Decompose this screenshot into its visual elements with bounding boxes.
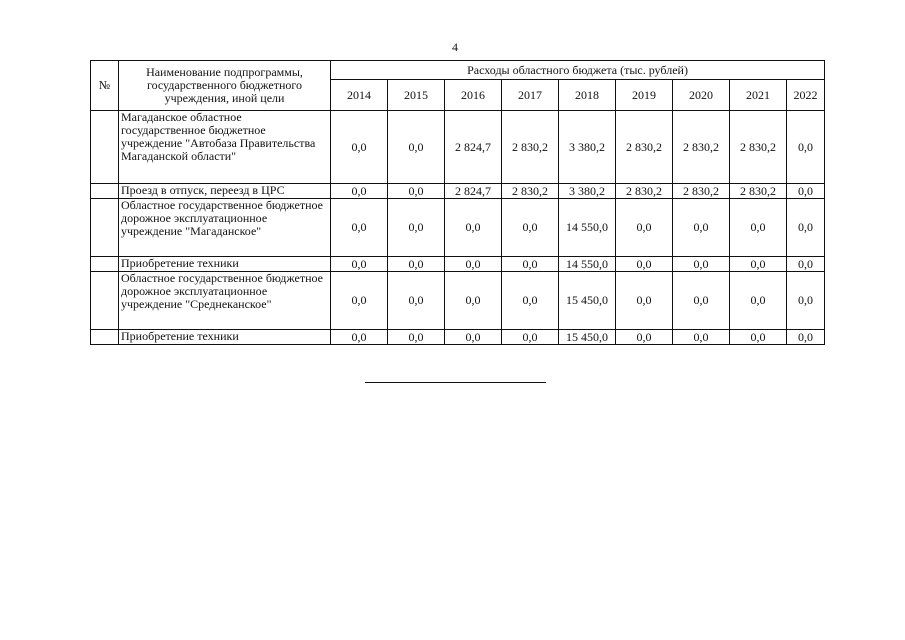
value-cell: 0,0 (331, 257, 388, 272)
value-cell: 0,0 (502, 272, 559, 330)
value-cell: 0,0 (787, 272, 825, 330)
value-cell: 3 380,2 (559, 111, 616, 184)
row-name-cell: Магаданское областное государственное бюджетное учреждение "Автобаза Правительства Магаданской области" (119, 111, 331, 184)
value-cell: 0,0 (616, 272, 673, 330)
value-cell: 0,0 (730, 330, 787, 345)
value-cell: 0,0 (673, 272, 730, 330)
value-cell: 0,0 (787, 199, 825, 257)
year-header-2018: 2018 (559, 80, 616, 111)
value-cell: 2 830,2 (673, 184, 730, 199)
year-header-2016: 2016 (445, 80, 502, 111)
value-cell: 2 830,2 (673, 111, 730, 184)
value-cell: 0,0 (730, 257, 787, 272)
value-cell: 2 830,2 (730, 111, 787, 184)
value-cell: 14 550,0 (559, 199, 616, 257)
year-header-2022: 2022 (787, 80, 825, 111)
value-cell: 0,0 (388, 199, 445, 257)
value-cell: 0,0 (388, 272, 445, 330)
value-cell: 0,0 (787, 184, 825, 199)
value-cell: 0,0 (787, 111, 825, 184)
table-row (91, 330, 825, 345)
value-cell: 0,0 (616, 330, 673, 345)
table-row (91, 199, 825, 257)
value-cell: 0,0 (616, 199, 673, 257)
value-cell: 0,0 (331, 330, 388, 345)
value-cell: 2 830,2 (616, 111, 673, 184)
year-header-2019: 2019 (616, 80, 673, 111)
value-cell: 2 824,7 (445, 184, 502, 199)
budget-table (90, 60, 825, 345)
row-name-cell: Проезд в отпуск, переезд в ЦРС (119, 184, 331, 199)
value-cell: 0,0 (730, 272, 787, 330)
year-header-2021: 2021 (730, 80, 787, 111)
value-cell: 0,0 (787, 257, 825, 272)
value-cell: 0,0 (388, 111, 445, 184)
value-cell: 0,0 (445, 199, 502, 257)
value-cell: 0,0 (502, 199, 559, 257)
row-number-cell (91, 272, 119, 330)
table-row (91, 257, 825, 272)
value-cell: 0,0 (331, 184, 388, 199)
year-header-2015: 2015 (388, 80, 445, 111)
value-cell: 2 830,2 (616, 184, 673, 199)
header-row (91, 61, 825, 80)
value-cell: 0,0 (787, 330, 825, 345)
row-number-cell (91, 257, 119, 272)
row-number-cell (91, 330, 119, 345)
value-cell: 0,0 (331, 272, 388, 330)
row-name-cell: Областное государственное бюджетное дорожное эксплуатационное учреждение "Магаданское" (119, 199, 331, 257)
value-cell: 0,0 (673, 199, 730, 257)
value-cell: 0,0 (445, 257, 502, 272)
value-cell: 0,0 (445, 330, 502, 345)
value-cell: 0,0 (502, 330, 559, 345)
value-cell: 14 550,0 (559, 257, 616, 272)
value-cell: 0,0 (331, 111, 388, 184)
row-number-cell (91, 184, 119, 199)
closing-divider-line (365, 382, 546, 383)
value-cell: 2 830,2 (730, 184, 787, 199)
table-row (91, 184, 825, 199)
value-cell: 0,0 (388, 184, 445, 199)
year-header-2020: 2020 (673, 80, 730, 111)
value-cell: 0,0 (673, 257, 730, 272)
row-number-cell (91, 111, 119, 184)
value-cell: 0,0 (673, 330, 730, 345)
value-cell: 0,0 (445, 272, 502, 330)
row-name-cell: Областное государственное бюджетное дорожное эксплуатационное учреждение "Среднеканское" (119, 272, 331, 330)
value-cell: 15 450,0 (559, 272, 616, 330)
table-row (91, 272, 825, 330)
value-cell: 0,0 (730, 199, 787, 257)
row-number-cell (91, 199, 119, 257)
year-header-2017: 2017 (502, 80, 559, 111)
value-cell: 2 830,2 (502, 184, 559, 199)
value-cell: 0,0 (331, 199, 388, 257)
value-cell: 0,0 (502, 257, 559, 272)
row-name-cell: Приобретение техники (119, 330, 331, 345)
value-cell: 0,0 (388, 257, 445, 272)
page-number: 4 (452, 40, 458, 54)
value-cell: 0,0 (616, 257, 673, 272)
column-header-expenses: Расходы областного бюджета (тыс. рублей) (331, 61, 825, 80)
column-header-name: Наименование подпрограммы, государственного бюджетного учреждения, иной цели (119, 61, 331, 111)
table-row (91, 111, 825, 184)
row-name-cell: Приобретение техники (119, 257, 331, 272)
value-cell: 15 450,0 (559, 330, 616, 345)
value-cell: 0,0 (388, 330, 445, 345)
value-cell: 2 830,2 (502, 111, 559, 184)
column-header-number: № (91, 61, 119, 111)
value-cell: 2 824,7 (445, 111, 502, 184)
year-header-2014: 2014 (331, 80, 388, 111)
value-cell: 3 380,2 (559, 184, 616, 199)
